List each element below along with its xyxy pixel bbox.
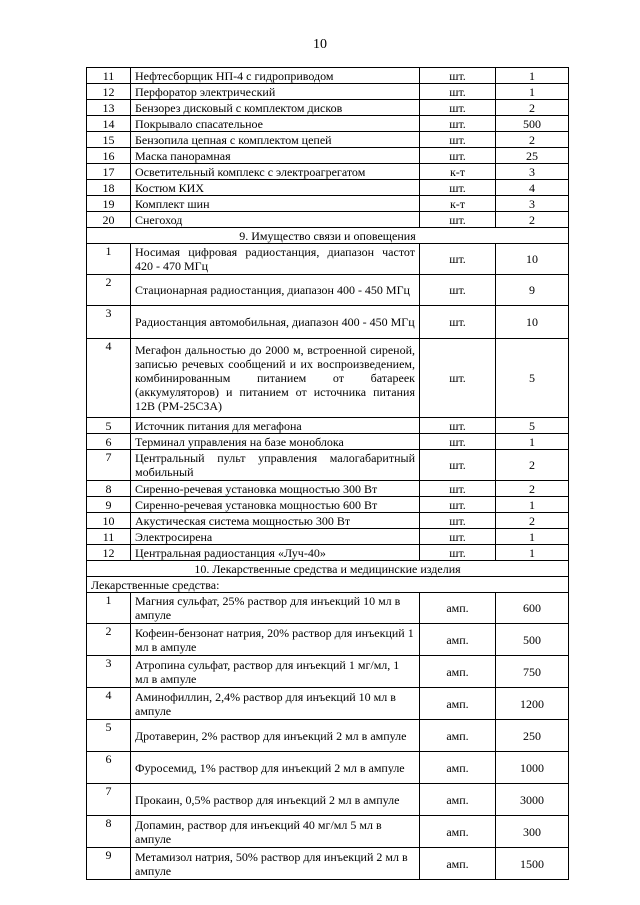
row-name: Центральный пульт управления малогабаритный мобильный [131,450,420,481]
row-name: Допамин, раствор для инъекций 40 мг/мл 5 мл в ампуле [131,816,420,848]
table-row [87,244,569,275]
row-number: 16 [87,148,131,164]
row-name: Фуросемид, 1% раствор для инъекций 2 мл в ампуле [131,752,420,784]
row-unit: шт. [420,116,496,132]
row-name: Источник питания для мегафона [131,418,420,434]
row-unit: амп. [420,848,496,880]
row-quantity: 1 [496,68,569,84]
row-unit: шт. [420,180,496,196]
row-unit: шт. [420,529,496,545]
section-9 [87,228,569,244]
equipment-rows [87,68,569,228]
row-number: 9 [87,497,131,513]
table-row [87,784,569,816]
row-unit: шт. [420,212,496,228]
row-name: Кофеин-бензонат натрия, 20% раствор для инъекций 1 мл в ампуле [131,624,420,656]
section-9-title: 9. Имущество связи и оповещения [87,228,569,244]
row-number: 4 [87,339,131,418]
table-row [87,84,569,100]
row-name: Осветительный комплекс с электроагрегатом [131,164,420,180]
row-name: Костюм КИХ [131,180,420,196]
row-name: Аминофиллин, 2,4% раствор для инъекций 10 мл в ампуле [131,688,420,720]
table-row [87,275,569,306]
row-unit: шт. [420,497,496,513]
row-unit: шт. [420,244,496,275]
table-row [87,339,569,418]
row-unit: шт. [420,545,496,561]
row-name: Бензорез дисковый с комплектом дисков [131,100,420,116]
row-unit: к-т [420,196,496,212]
inventory-table [86,67,569,880]
row-number: 3 [87,306,131,339]
table-row [87,116,569,132]
row-quantity: 1000 [496,752,569,784]
page-number: 10 [313,37,327,52]
row-quantity: 1 [496,497,569,513]
row-name: Терминал управления на базе моноблока [131,434,420,450]
row-name: Покрывало спасательное [131,116,420,132]
row-number: 19 [87,196,131,212]
row-unit: шт. [420,148,496,164]
table-row [87,848,569,880]
section-10 [87,561,569,593]
row-unit: шт. [420,339,496,418]
row-name: Сиренно-речевая установка мощностью 600 Вт [131,497,420,513]
row-name: Перфоратор электрический [131,84,420,100]
table-row [87,100,569,116]
row-quantity: 5 [496,339,569,418]
row-number: 13 [87,100,131,116]
table-row [87,164,569,180]
table-row [87,656,569,688]
table-row [87,624,569,656]
row-number: 2 [87,275,131,306]
row-quantity: 500 [496,624,569,656]
row-quantity: 250 [496,720,569,752]
row-quantity: 2 [496,513,569,529]
row-unit: шт. [420,418,496,434]
row-unit: амп. [420,624,496,656]
section-10-title: 10. Лекарственные средства и медицинские изделия [87,561,569,577]
row-quantity: 2 [496,212,569,228]
table-row [87,68,569,84]
row-number: 12 [87,545,131,561]
row-number: 18 [87,180,131,196]
table-row [87,148,569,164]
row-unit: шт. [420,450,496,481]
row-number: 3 [87,656,131,688]
row-number: 20 [87,212,131,228]
row-unit: шт. [420,513,496,529]
row-quantity: 10 [496,244,569,275]
row-name: Бензопила цепная с комплектом цепей [131,132,420,148]
row-number: 11 [87,529,131,545]
row-number: 11 [87,68,131,84]
table-row [87,497,569,513]
row-number: 1 [87,244,131,275]
table-row [87,212,569,228]
table-row [87,418,569,434]
row-number: 5 [87,720,131,752]
table-row [87,450,569,481]
row-quantity: 4 [496,180,569,196]
row-name: Атропина сульфат, раствор для инъекций 1 мг/мл, 1 мл в ампуле [131,656,420,688]
row-number: 5 [87,418,131,434]
row-number: 17 [87,164,131,180]
row-number: 7 [87,784,131,816]
row-number: 8 [87,481,131,497]
row-name: Сиренно-речевая установка мощностью 300 Вт [131,481,420,497]
row-quantity: 9 [496,275,569,306]
row-quantity: 1500 [496,848,569,880]
row-unit: шт. [420,481,496,497]
row-quantity: 1 [496,545,569,561]
row-quantity: 2 [496,481,569,497]
row-unit: амп. [420,816,496,848]
table-row [87,481,569,497]
row-number: 15 [87,132,131,148]
row-quantity: 25 [496,148,569,164]
table-row [87,816,569,848]
row-quantity: 2 [496,450,569,481]
table-row [87,720,569,752]
row-number: 9 [87,848,131,880]
row-name: Снегоход [131,212,420,228]
medicine-rows [87,593,569,880]
row-number: 10 [87,513,131,529]
row-quantity: 1 [496,434,569,450]
row-name: Стационарная радиостанция, диапазон 400 - 450 МГц [131,275,420,306]
row-number: 6 [87,434,131,450]
row-unit: шт. [420,132,496,148]
table-row [87,132,569,148]
table-row [87,593,569,624]
row-unit: амп. [420,784,496,816]
row-quantity: 3 [496,164,569,180]
row-number: 1 [87,593,131,624]
row-name: Радиостанция автомобильная, диапазон 400 - 450 МГц [131,306,420,339]
row-name: Магния сульфат, 25% раствор для инъекций 10 мл в ампуле [131,593,420,624]
row-quantity: 750 [496,656,569,688]
row-quantity: 1 [496,84,569,100]
row-quantity: 1 [496,529,569,545]
row-number: 12 [87,84,131,100]
table-row [87,545,569,561]
row-number: 4 [87,688,131,720]
table-row [87,529,569,545]
section-10-subheading: Лекарственные средства: [87,577,569,593]
row-unit: шт. [420,84,496,100]
table-row [87,752,569,784]
table-row [87,688,569,720]
row-name: Метамизол натрия, 50% раствор для инъекций 2 мл в ампуле [131,848,420,880]
row-quantity: 2 [496,100,569,116]
table-row [87,196,569,212]
row-quantity: 2 [496,132,569,148]
communication-rows [87,244,569,561]
row-number: 6 [87,752,131,784]
row-quantity: 10 [496,306,569,339]
row-name: Центральная радиостанция «Луч-40» [131,545,420,561]
row-name: Нефтесборщик НП-4 с гидроприводом [131,68,420,84]
row-unit: шт. [420,68,496,84]
row-name: Маска панорамная [131,148,420,164]
row-quantity: 600 [496,593,569,624]
table-row [87,434,569,450]
row-name: Мегафон дальностью до 2000 м, встроенной сиреной, записью речевых сообщений и их воспроизведением, комбинированным питанием от батареек (аккумуляторов) и питанием от источника питания 12В (РМ-25СЗА) [131,339,420,418]
row-unit: амп. [420,752,496,784]
table-row [87,306,569,339]
row-name: Электросирена [131,529,420,545]
row-number: 8 [87,816,131,848]
row-unit: амп. [420,720,496,752]
row-number: 2 [87,624,131,656]
table-row [87,513,569,529]
table-row [87,180,569,196]
row-quantity: 500 [496,116,569,132]
row-number: 7 [87,450,131,481]
row-name: Носимая цифровая радиостанция, диапазон частот 420 - 470 МГц [131,244,420,275]
row-number: 14 [87,116,131,132]
row-name: Комплект шин [131,196,420,212]
row-quantity: 5 [496,418,569,434]
row-unit: амп. [420,593,496,624]
row-unit: шт. [420,275,496,306]
row-quantity: 3 [496,196,569,212]
row-name: Акустическая система мощностью 300 Вт [131,513,420,529]
row-name: Прокаин, 0,5% раствор для инъекций 2 мл в ампуле [131,784,420,816]
row-name: Дротаверин, 2% раствор для инъекций 2 мл в ампуле [131,720,420,752]
row-unit: амп. [420,688,496,720]
row-unit: амп. [420,656,496,688]
row-quantity: 3000 [496,784,569,816]
row-unit: шт. [420,100,496,116]
row-unit: шт. [420,306,496,339]
row-unit: шт. [420,434,496,450]
row-quantity: 300 [496,816,569,848]
row-quantity: 1200 [496,688,569,720]
row-unit: к-т [420,164,496,180]
